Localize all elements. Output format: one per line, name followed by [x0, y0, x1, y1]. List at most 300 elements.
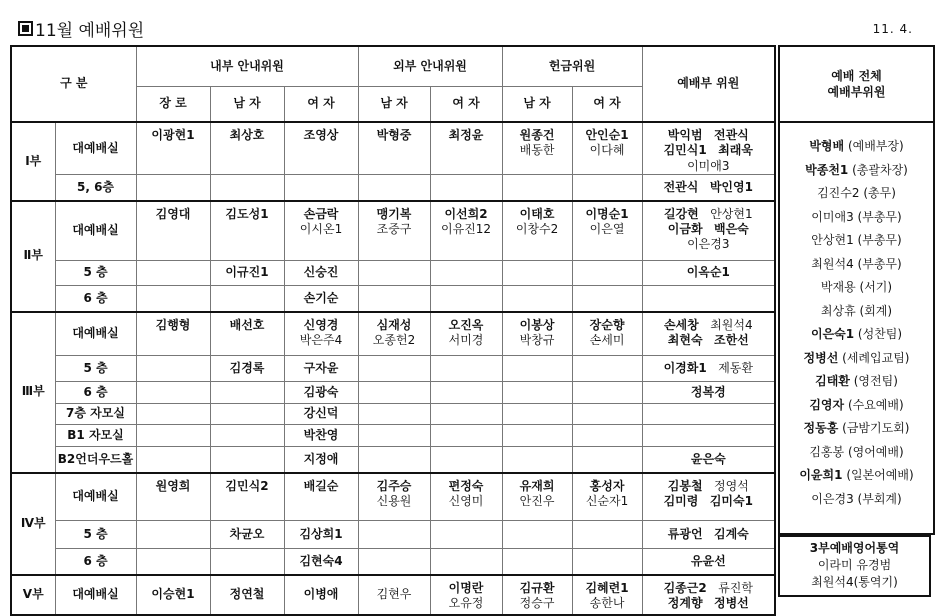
inner-male-cell	[210, 261, 284, 286]
name-pair	[643, 596, 775, 611]
person-name: 정연철	[229, 586, 265, 601]
location-cell: 대예배실	[55, 312, 136, 356]
header-inner-male: 남 자	[210, 86, 284, 122]
offering-male-cell	[502, 261, 572, 286]
person-name: 장순향	[589, 317, 625, 332]
person-name: 김상희1	[299, 526, 343, 541]
person-name: 심재성	[376, 317, 412, 332]
outer-female-cell	[430, 447, 502, 473]
person-name: 김도성1	[225, 206, 269, 221]
committee-member-name: 김홍봉	[809, 444, 845, 459]
person-name: 김규환	[519, 580, 555, 595]
committee-member	[780, 441, 933, 465]
location-cell: 대예배실	[55, 575, 136, 615]
table-row	[11, 549, 775, 575]
name-pair	[643, 494, 775, 509]
inner-female-cell	[284, 175, 358, 201]
outer-male-cell	[358, 404, 430, 425]
person-name: 맹기복	[376, 206, 412, 221]
inner-male-cell	[210, 201, 284, 261]
person-name: 이태호	[519, 206, 555, 221]
outer-female-cell	[430, 261, 502, 286]
committee-member-role: (일본어예배)	[846, 468, 914, 482]
person-name: 이광현1	[151, 128, 195, 142]
committee-member-role: (영전팀)	[853, 374, 898, 388]
all-committee-box	[778, 45, 935, 535]
person-name: 이창수2	[515, 221, 559, 236]
name-pair	[643, 479, 775, 494]
person-name: 이경화1	[663, 360, 707, 375]
worship-dept-cell	[642, 356, 775, 382]
table-row	[11, 261, 775, 286]
person-name: 박인영1	[709, 179, 753, 194]
name-pair	[643, 128, 775, 143]
english-interp-title: 3부예배영어통역	[809, 541, 900, 555]
committee-member-role: (예배부장)	[847, 139, 904, 153]
outer-female-cell	[430, 425, 502, 447]
inner-female-cell	[284, 122, 358, 175]
person-name: 신순자1	[585, 493, 629, 508]
committee-member-name: 최원석4	[811, 256, 854, 271]
outer-male-cell	[358, 575, 430, 615]
committee-member	[780, 182, 933, 206]
inner-female-cell	[284, 575, 358, 615]
person-name: 신영미	[448, 493, 484, 508]
person-name: 전관식	[663, 179, 699, 194]
name-pair	[643, 581, 775, 596]
service-part-label: Ⅲ부	[11, 312, 55, 473]
english-interp-line-1: 이라미 유경범	[817, 557, 892, 572]
outer-female-cell	[430, 175, 502, 201]
inner-female-cell	[284, 312, 358, 356]
elder-cell	[136, 382, 210, 404]
outer-female-cell	[430, 549, 502, 575]
committee-member	[780, 323, 933, 347]
header-offering: 헌금위원	[502, 46, 642, 86]
elder-cell	[136, 175, 210, 201]
person-name: 김현우	[376, 586, 412, 601]
offering-female-cell	[572, 286, 642, 312]
location-cell: B1 자모실	[55, 425, 136, 447]
worship-dept-cell	[642, 175, 775, 201]
person-name: 손기순	[303, 290, 339, 305]
inner-male-cell	[210, 122, 284, 175]
offering-female-cell	[572, 201, 642, 261]
worship-dept-cell	[642, 201, 775, 261]
worship-dept-cell	[642, 549, 775, 575]
name-pair	[643, 222, 775, 237]
person-name: 오종헌2	[372, 332, 416, 347]
person-name: 이선희2	[444, 206, 488, 221]
offering-male-cell	[502, 382, 572, 404]
worship-dept-cell	[642, 521, 775, 549]
person-name: 이옥순1	[686, 265, 730, 280]
person-name: 김현숙4	[299, 553, 343, 568]
committee-member-role: (금밤기도회)	[842, 421, 910, 435]
all-committee-title-2: 예배부위원	[827, 85, 886, 99]
outer-male-cell	[358, 356, 430, 382]
person-name: 윤은숙	[690, 451, 726, 466]
worship-dept-cell	[642, 447, 775, 473]
offering-male-cell	[502, 201, 572, 261]
offering-male-cell	[502, 404, 572, 425]
square-bullet-icon	[18, 21, 33, 36]
person-name: 이병애	[303, 586, 339, 601]
worship-dept-cell	[642, 382, 775, 404]
person-name: 이금화	[667, 221, 703, 236]
offering-male-cell	[502, 122, 572, 175]
person-name: 배길순	[303, 478, 339, 493]
name-pair	[643, 361, 775, 376]
committee-member-name: 정병선	[803, 350, 839, 365]
elder-cell	[136, 549, 210, 575]
committee-member	[780, 206, 933, 230]
committee-member-role: (부총무)	[857, 233, 902, 247]
person-name: 오유정	[448, 595, 484, 610]
person-name: 길강현	[663, 206, 699, 221]
person-name: 김광숙	[303, 384, 339, 399]
committee-member	[780, 159, 933, 183]
elder-cell	[136, 447, 210, 473]
all-committee-title-1: 예배 전체	[831, 68, 882, 83]
committee-member-role: (영어예배)	[847, 444, 904, 459]
location-cell: 대예배실	[55, 473, 136, 521]
person-name: 조한선	[714, 332, 749, 347]
person-name: 유재희	[519, 478, 555, 493]
header-worship-dept: 예배부 위원	[642, 46, 775, 122]
name-pair	[643, 527, 775, 542]
all-committee-list	[780, 135, 933, 511]
offering-female-cell	[572, 122, 642, 175]
person-name: 유윤선	[690, 553, 726, 568]
location-cell: 5 층	[55, 261, 136, 286]
inner-female-cell	[284, 261, 358, 286]
committee-member	[780, 300, 933, 324]
committee-member	[780, 488, 933, 512]
person-name: 김봉철	[667, 478, 703, 493]
inner-male-cell	[210, 521, 284, 549]
person-name: 박찬영	[303, 427, 339, 442]
person-name: 류진학	[718, 580, 753, 595]
person-name: 정병선	[714, 595, 749, 610]
person-name: 김미령	[663, 493, 699, 508]
person-name: 안인순1	[585, 128, 629, 142]
outer-female-cell	[430, 201, 502, 261]
outer-male-cell	[358, 521, 430, 549]
offering-female-cell	[572, 404, 642, 425]
english-interp-line-2: 최원석4(통역기)	[811, 574, 898, 589]
person-name: 이명순1	[585, 206, 629, 221]
elder-cell	[136, 473, 210, 521]
person-name: 최원석4	[710, 317, 753, 332]
outer-male-cell	[358, 201, 430, 261]
location-cell: 대예배실	[55, 201, 136, 261]
committee-member-role: (부총무)	[857, 209, 902, 224]
table-row	[11, 356, 775, 382]
offering-male-cell	[502, 425, 572, 447]
person-name: 류광언	[667, 526, 703, 541]
elder-cell	[136, 521, 210, 549]
person-name: 전관식	[714, 128, 749, 142]
table-row	[11, 473, 775, 521]
service-part-label: Ⅰ부	[11, 122, 55, 201]
outer-female-cell	[430, 575, 502, 615]
committee-member-name: 이미애3	[811, 209, 854, 224]
person-name: 김민식2	[225, 478, 269, 493]
person-name: 조중구	[376, 221, 412, 236]
committee-member-role: (부회계)	[857, 491, 902, 506]
worship-dept-cell	[642, 261, 775, 286]
committee-member-name: 박종천1	[805, 162, 849, 177]
outer-male-cell	[358, 312, 430, 356]
person-name: 정영석	[714, 478, 749, 493]
schedule-table	[10, 45, 776, 616]
header-outer-guide: 외부 안내위원	[358, 46, 502, 86]
offering-female-cell	[572, 549, 642, 575]
person-name: 정복경	[690, 384, 726, 399]
committee-member	[780, 394, 933, 418]
elder-cell	[136, 286, 210, 312]
person-name: 배선호	[229, 317, 265, 332]
outer-male-cell	[358, 382, 430, 404]
person-name: 이다혜	[589, 143, 625, 158]
committee-member	[780, 464, 933, 488]
inner-female-cell	[284, 425, 358, 447]
location-cell: 5 층	[55, 521, 136, 549]
inner-male-cell	[210, 473, 284, 521]
outer-female-cell	[430, 312, 502, 356]
person-name: 정승구	[519, 595, 555, 610]
inner-male-cell	[210, 425, 284, 447]
committee-member	[780, 276, 933, 300]
location-cell: 5 층	[55, 356, 136, 382]
committee-member	[780, 253, 933, 277]
inner-male-cell	[210, 575, 284, 615]
inner-male-cell	[210, 175, 284, 201]
person-name: 김주승	[376, 478, 412, 493]
committee-member-role: (성찬팀)	[857, 327, 903, 341]
inner-female-cell	[284, 356, 358, 382]
outer-male-cell	[358, 549, 430, 575]
table-row	[11, 312, 775, 356]
person-name: 안상현1	[710, 206, 753, 221]
page-title	[18, 16, 144, 41]
inner-male-cell	[210, 404, 284, 425]
offering-male-cell	[502, 575, 572, 615]
inner-female-cell	[284, 521, 358, 549]
location-cell: B2언더우드홀	[55, 447, 136, 473]
committee-member-name: 이은경3	[811, 491, 854, 506]
offering-male-cell	[502, 549, 572, 575]
person-name: 박형중	[376, 128, 412, 142]
location-cell: 6 층	[55, 549, 136, 575]
committee-member-name: 안상현1	[811, 233, 854, 247]
offering-female-cell	[572, 356, 642, 382]
inner-female-cell	[284, 447, 358, 473]
person-name: 백은숙	[714, 221, 749, 236]
outer-female-cell	[430, 404, 502, 425]
inner-male-cell	[210, 382, 284, 404]
person-name: 김미숙1	[709, 493, 753, 508]
name-pair	[643, 333, 775, 348]
person-name: 서미경	[448, 332, 484, 347]
table-row	[11, 447, 775, 473]
table-row	[11, 425, 775, 447]
person-name: 신영경	[303, 317, 339, 332]
person-name: 원영희	[155, 478, 191, 493]
worship-dept-cell	[642, 575, 775, 615]
table-row	[11, 122, 775, 175]
worship-dept-cell	[642, 312, 775, 356]
person-name: 김종근2	[663, 580, 707, 595]
person-name: 최현숙	[667, 332, 703, 347]
outer-male-cell	[358, 175, 430, 201]
inner-male-cell	[210, 356, 284, 382]
person-name: 김혜련1	[585, 580, 629, 595]
person-name: 박창규	[519, 332, 555, 347]
person-name: 차균오	[229, 526, 265, 541]
person-name: 송한나	[589, 595, 625, 610]
person-name: 이유진12	[441, 221, 492, 236]
committee-member-role: (총괄차장)	[852, 162, 908, 177]
person-name: 최정윤	[448, 128, 484, 142]
person-name: 신용원	[376, 493, 412, 508]
person-name: 손금락	[303, 206, 339, 221]
person-name: 조영상	[303, 128, 339, 142]
header-gubun: 구 분	[11, 46, 136, 122]
location-cell: 5, 6층	[55, 175, 136, 201]
elder-cell	[136, 312, 210, 356]
person-name: 이명란	[448, 580, 484, 595]
location-cell: 대예배실	[55, 122, 136, 175]
header-inner-female: 여 자	[284, 86, 358, 122]
person-name: 배동한	[519, 143, 555, 158]
committee-member-role: (세례입교팀)	[842, 350, 910, 365]
committee-member-role: (총무)	[863, 186, 896, 200]
committee-member-role: (회계)	[859, 303, 893, 318]
committee-member-role: (부총무)	[857, 256, 902, 271]
outer-female-cell	[430, 473, 502, 521]
committee-member-name: 박재용	[820, 280, 856, 294]
service-part-label: Ⅳ부	[11, 473, 55, 575]
committee-member-name: 이은숙1	[810, 327, 855, 341]
offering-male-cell	[502, 286, 572, 312]
inner-female-cell	[284, 549, 358, 575]
outer-female-cell	[430, 521, 502, 549]
service-part-label: Ⅱ부	[11, 201, 55, 312]
worship-dept-cell	[642, 425, 775, 447]
committee-member-name: 최상휴	[820, 303, 856, 318]
outer-female-cell	[430, 286, 502, 312]
inner-female-cell	[284, 286, 358, 312]
worship-dept-cell	[642, 122, 775, 175]
table-row	[11, 382, 775, 404]
outer-male-cell	[358, 286, 430, 312]
committee-member-name: 김태환	[815, 374, 850, 388]
inner-male-cell	[210, 312, 284, 356]
location-cell: 6 층	[55, 286, 136, 312]
name-pair	[643, 143, 775, 158]
elder-cell	[136, 575, 210, 615]
person-name: 제동환	[718, 360, 753, 375]
person-name: 원종건	[519, 128, 555, 142]
person-name: 홍성자	[589, 478, 625, 493]
location-cell: 6 층	[55, 382, 136, 404]
offering-male-cell	[502, 356, 572, 382]
committee-member-role: (수요예배)	[847, 397, 904, 412]
person-name: 이봉상	[519, 317, 555, 332]
outer-female-cell	[430, 122, 502, 175]
outer-male-cell	[358, 122, 430, 175]
person-name: 구자윤	[303, 360, 339, 375]
table-row	[11, 404, 775, 425]
header-outer-male: 남 자	[358, 86, 430, 122]
offering-male-cell	[502, 521, 572, 549]
table-row	[11, 575, 775, 615]
inner-female-cell	[284, 473, 358, 521]
table-row	[11, 286, 775, 312]
person-name: 손세창	[663, 317, 699, 332]
committee-member-name: 김진수2	[817, 186, 860, 200]
outer-male-cell	[358, 425, 430, 447]
person-name: 정계향	[667, 595, 703, 610]
header-outer-female: 여 자	[430, 86, 502, 122]
person-name: 안진우	[519, 493, 555, 508]
all-committee-header	[780, 47, 933, 123]
person-name: 지정애	[303, 451, 339, 466]
committee-member-name: 김영자	[809, 397, 845, 412]
person-name: 김계숙	[714, 526, 749, 541]
name-pair	[643, 207, 775, 222]
committee-member-role: (서기)	[859, 280, 893, 294]
committee-member	[780, 370, 933, 394]
committee-member-name: 박형배	[809, 139, 845, 153]
offering-female-cell	[572, 575, 642, 615]
person-name: 박은주4	[299, 332, 343, 347]
offering-female-cell	[572, 382, 642, 404]
name-pair	[643, 318, 775, 333]
committee-member-name: 이윤희1	[799, 468, 843, 482]
page-title-text: 11월 예배위원	[35, 21, 145, 41]
offering-female-cell	[572, 447, 642, 473]
person-name: 박익범	[667, 128, 703, 142]
offering-male-cell	[502, 312, 572, 356]
offering-female-cell	[572, 473, 642, 521]
person-name: 이은열	[589, 221, 625, 236]
side-panel	[778, 45, 935, 601]
offering-female-cell	[572, 261, 642, 286]
person-name: 이승현1	[151, 586, 195, 601]
table-row	[11, 521, 775, 549]
person-name: 이은경3	[687, 237, 730, 252]
inner-male-cell	[210, 286, 284, 312]
committee-member	[780, 135, 933, 159]
outer-male-cell	[358, 447, 430, 473]
elder-cell	[136, 425, 210, 447]
person-name: 최상호	[229, 128, 265, 142]
name-pair	[643, 180, 775, 195]
inner-female-cell	[284, 404, 358, 425]
location-cell: 7층 자모실	[55, 404, 136, 425]
offering-male-cell	[502, 175, 572, 201]
inner-female-cell	[284, 382, 358, 404]
table-row	[11, 175, 775, 201]
offering-male-cell	[502, 473, 572, 521]
inner-male-cell	[210, 447, 284, 473]
worship-dept-cell	[642, 473, 775, 521]
elder-cell	[136, 261, 210, 286]
document-date: 11. 4.	[872, 22, 913, 36]
